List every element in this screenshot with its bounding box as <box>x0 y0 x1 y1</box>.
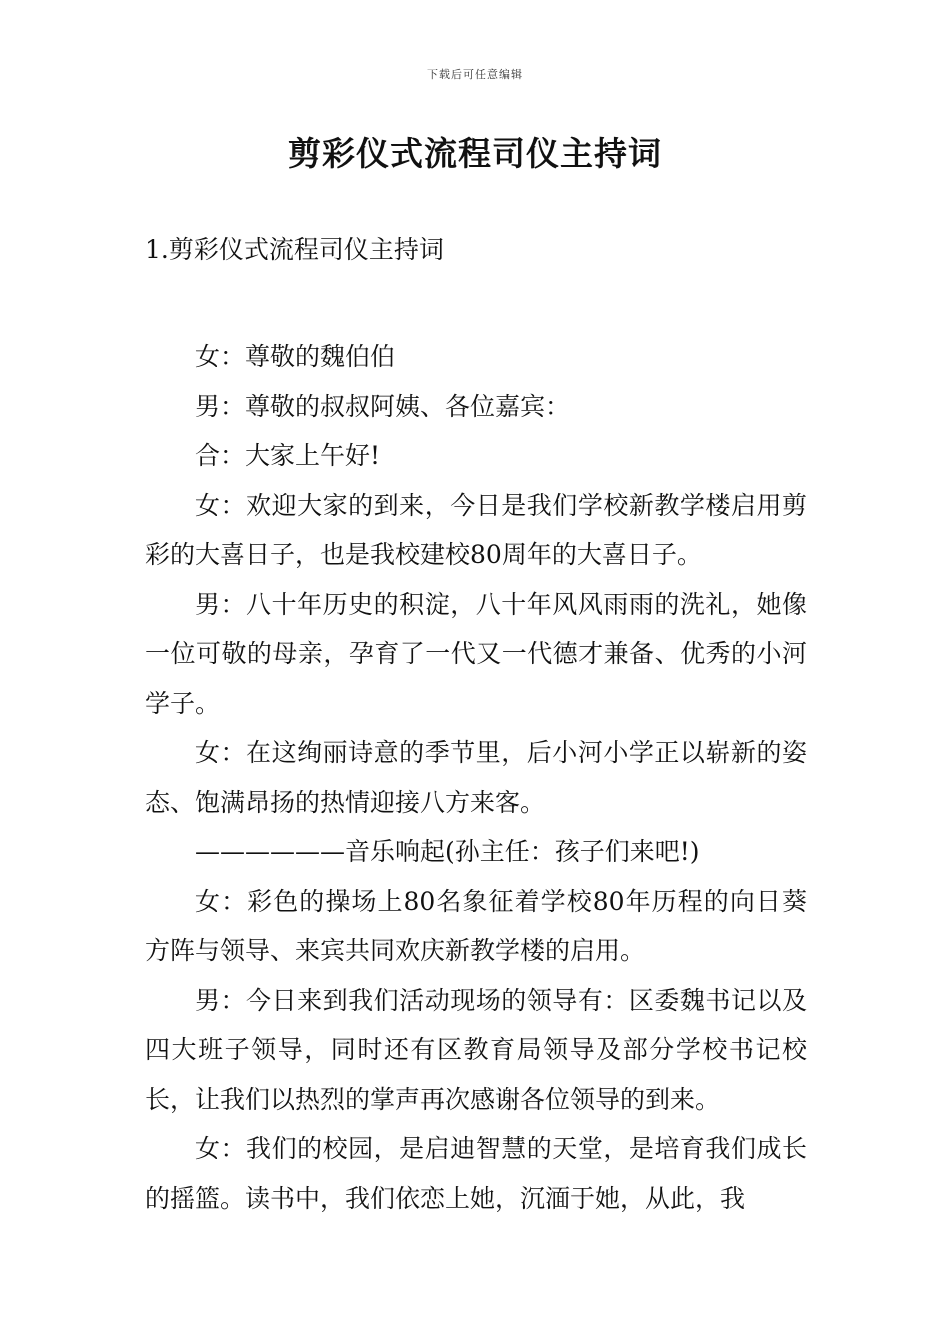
paragraph: 女：在这绚丽诗意的季节里，后小河小学正以崭新的姿态、饱满昂扬的热情迎接八方来客。 <box>145 738 807 817</box>
paragraph: 女：欢迎大家的到来，今日是我们学校新教学楼启用剪彩的大喜日子，也是我校建校80周年的大喜日子。 <box>145 490 807 569</box>
header-note: 下载后可任意编辑 <box>427 68 523 81</box>
document-title: 剪彩仪式流程司仪主持词 <box>288 134 662 173</box>
paragraph: 男：尊敬的叔叔阿姨、各位嘉宾： <box>195 391 571 421</box>
paragraph: 男：八十年历史的积淀，八十年风风雨雨的洗礼，她像一位可敬的母亲，孕育了一代又一代德才兼备、优秀的小河学子。 <box>145 589 807 718</box>
paragraph: 男：今日来到我们活动现场的领导有：区委魏书记以及四大班子领导，同时还有区教育局领导及部分学校书记校长，让我们以热烈的掌声再次感谢各位领导的到来。 <box>145 985 807 1114</box>
paragraph: ——————音乐响起(孙主任：孩子们来吧!) <box>195 837 700 866</box>
section-heading: 1.剪彩仪式流程司仪主持词 <box>145 235 444 264</box>
paragraph: 合：大家上午好! <box>195 441 381 470</box>
paragraph: 女：我们的校园，是启迪智慧的天堂，是培育我们成长的摇篮。读书中，我们依恋上她，沉湎于她，从此，我 <box>145 1134 807 1213</box>
document-body <box>145 332 807 1223</box>
paragraph: 女：尊敬的魏伯伯 <box>195 342 396 371</box>
paragraph: 女：彩色的操场上80名象征着学校80年历程的向日葵方阵与领导、来宾共同欢庆新教学楼的启用。 <box>145 886 807 965</box>
